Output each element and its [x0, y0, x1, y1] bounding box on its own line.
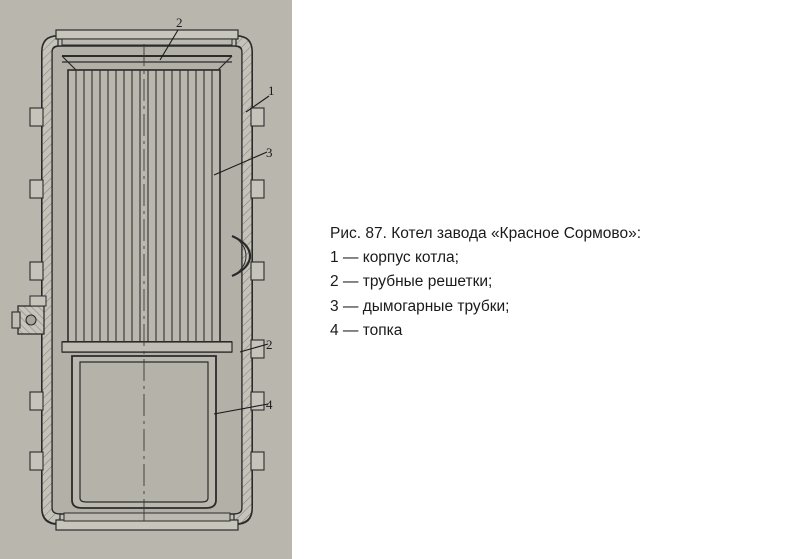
- caption-legend-item-2: 2 — трубные решетки;: [330, 273, 493, 291]
- boiler-outline-group: [12, 30, 264, 530]
- callout-1: 1: [268, 83, 275, 98]
- caption-title: Рис. 87. Котел завода «Красное Сормово»:: [330, 225, 642, 242]
- caption-legend-item-1: 1 — корпус котла;: [330, 249, 459, 267]
- caption-legend-item-3: 3 — дымогарные трубки;: [330, 297, 510, 315]
- callout-2-bottom: 2: [266, 337, 273, 352]
- boiler-cross-section-drawing: [0, 0, 292, 559]
- figure-caption: [330, 222, 770, 343]
- callout-4: 4: [266, 397, 273, 412]
- callout-2-top: 2: [176, 15, 183, 30]
- callout-3: 3: [266, 145, 273, 160]
- figure-panel: [0, 0, 292, 559]
- caption-legend-item-4: 4 — топка: [330, 321, 403, 339]
